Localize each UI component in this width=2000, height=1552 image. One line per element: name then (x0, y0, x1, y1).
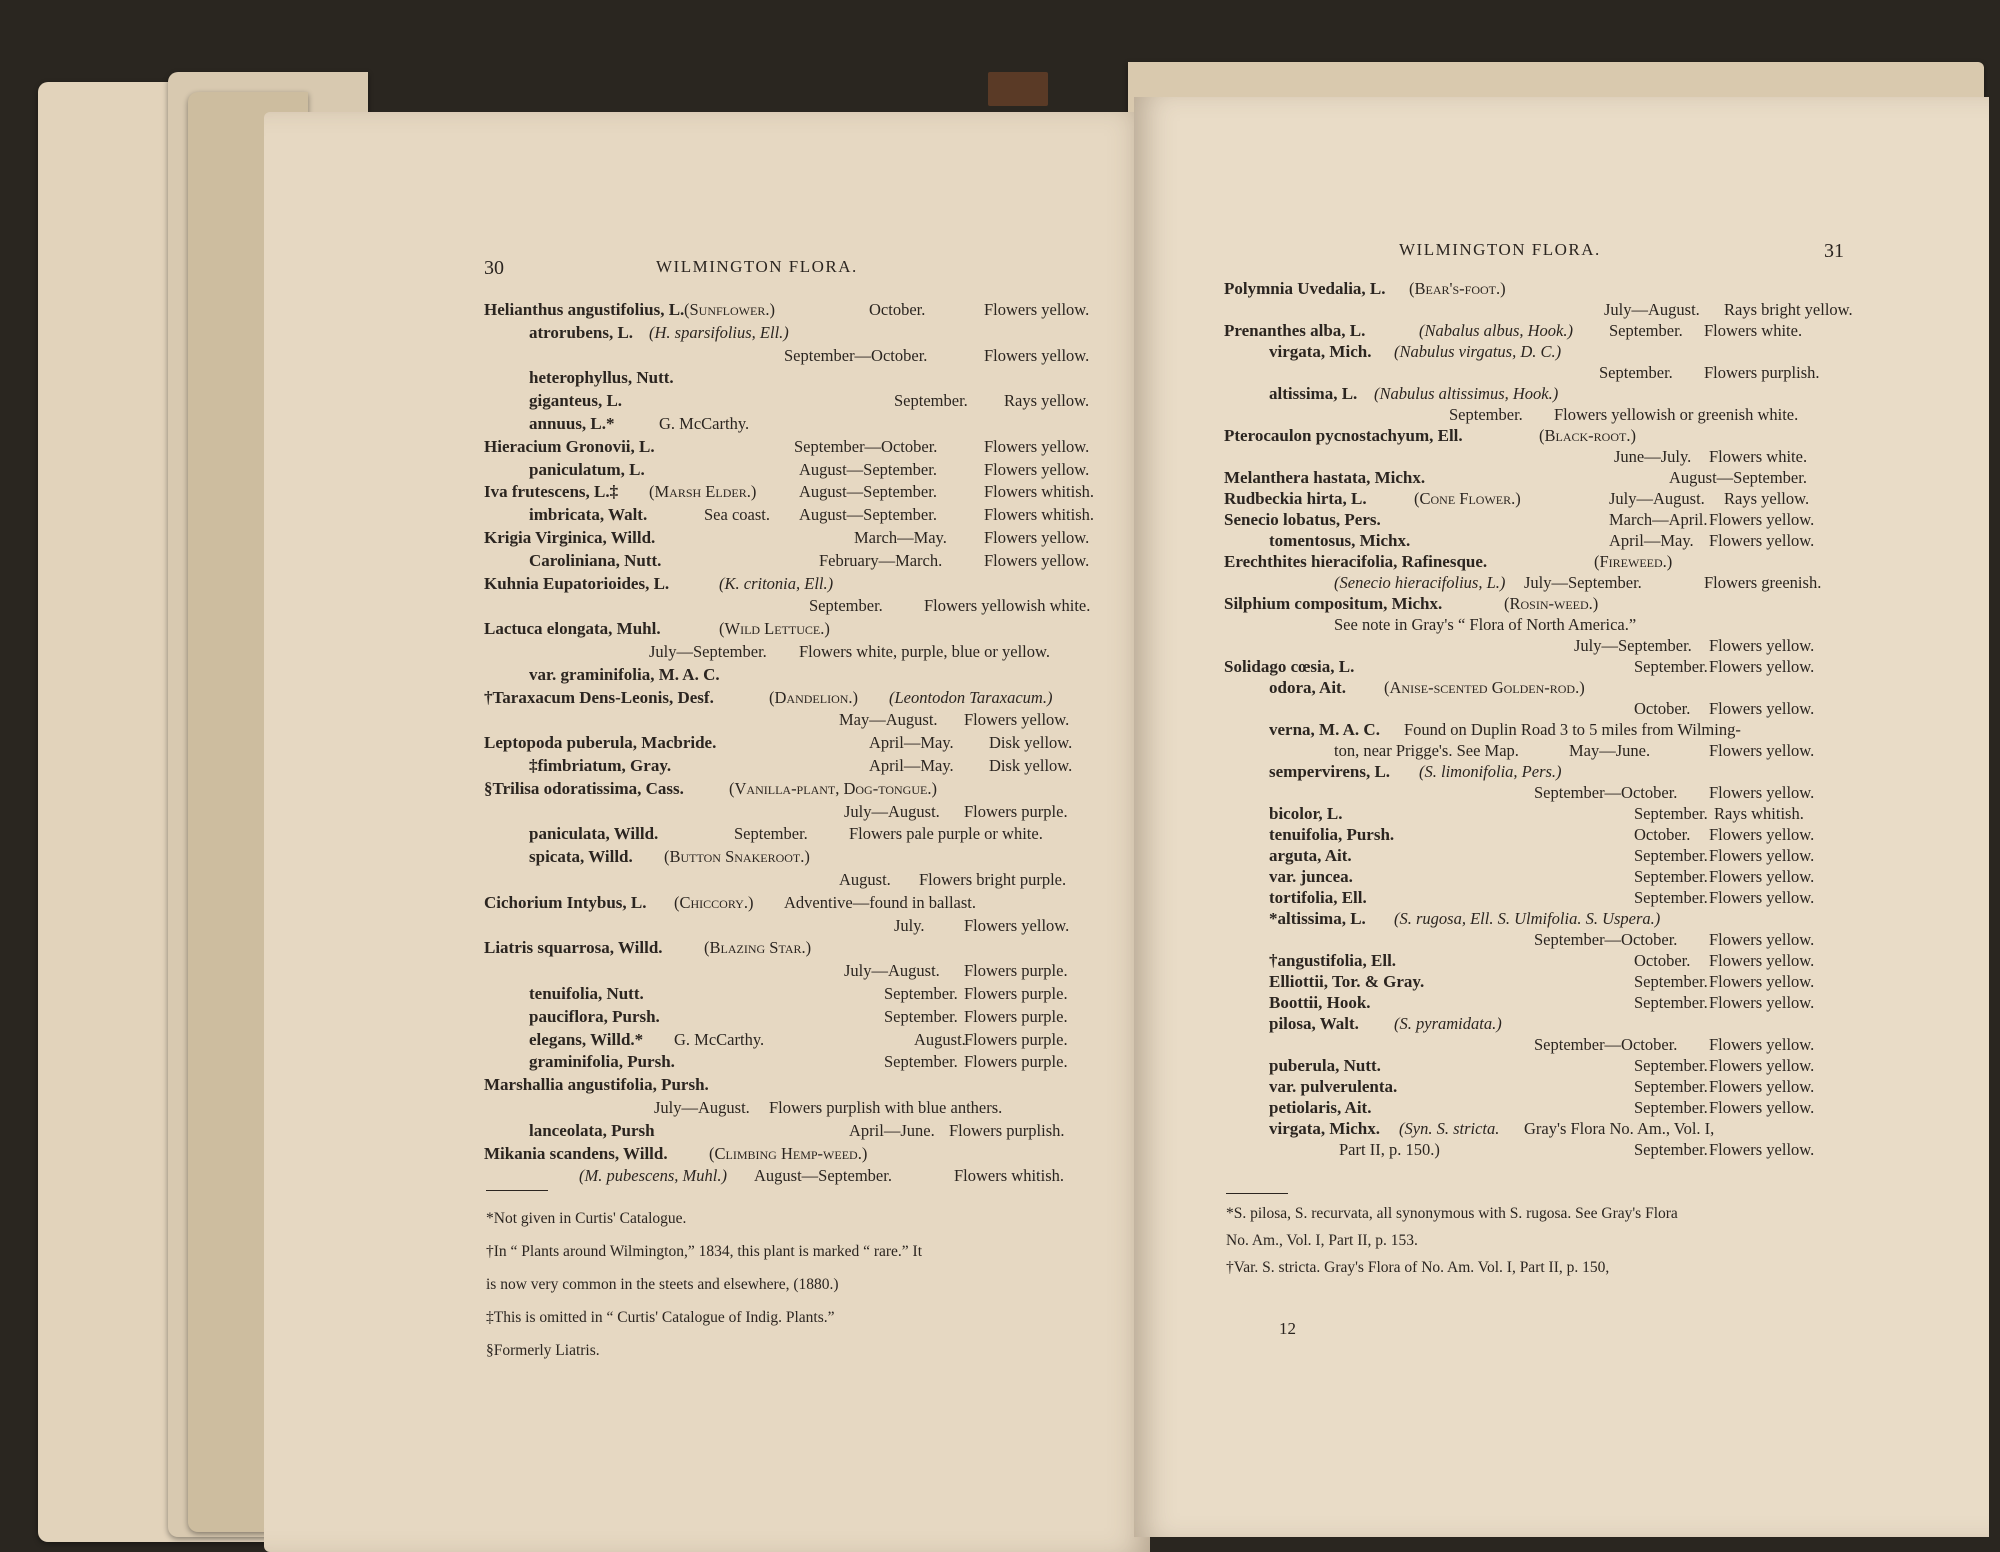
entry-line (484, 847, 1124, 871)
footnote: *S. pilosa, S. recurvata, all synonymous with S. rugosa. See Gray's Flora (1226, 1205, 1678, 1222)
footnote: †In “ Plants around Wilmington,” 1834, this plant is marked “ rare.” It (486, 1243, 923, 1260)
entry-text: Flowers yellow. (1709, 1140, 1815, 1159)
species-name: imbricata, Walt. (529, 505, 648, 525)
entry-text: Flowers yellow. (964, 915, 1070, 935)
entry-text: Flowers purple. (964, 801, 1068, 821)
entry-text: Sea coast. (704, 505, 770, 525)
page-number: 30 (484, 257, 504, 279)
entry-text: (Button Snakeroot.) (664, 847, 810, 867)
species-name: Rudbeckia hirta, L. (1224, 489, 1367, 508)
species-name: Senecio lobatus, Pers. (1224, 510, 1381, 529)
entry-line (484, 505, 1124, 529)
entry-text: September—October. (1534, 930, 1678, 949)
species-name: var. pulverulenta. (1269, 1077, 1398, 1096)
entry-text: Flowers yellow. (1709, 741, 1815, 760)
entry-text: Flowers purplish with blue anthers. (769, 1098, 1003, 1117)
entry-text: (Fireweed.) (1594, 552, 1673, 571)
entry-text: (Sunflower.) (684, 300, 775, 319)
entry-text: Flowers yellow. (1709, 930, 1815, 949)
entry-text: (Black-root.) (1539, 426, 1636, 445)
entry-line (484, 824, 1124, 848)
species-name: annuus, L.* (529, 414, 615, 433)
footnote: ‡This is omitted in “ Curtis' Catalogue of Indig. Plants.” (486, 1309, 835, 1326)
species-name: altissima, L. (1269, 384, 1358, 403)
entry-text: Flowers yellow. (984, 300, 1090, 319)
species-name: Polymnia Uvedalia, L. (1224, 279, 1386, 298)
entry-text: Flowers yellow. (964, 710, 1070, 730)
footnote: §Formerly Liatris. (486, 1342, 600, 1359)
species-name: Erechthites hieracifolia, Rafinesque. (1224, 552, 1488, 571)
entry-text: October. (869, 300, 926, 319)
entry-text: July—September. (1524, 573, 1642, 592)
species-name: petiolaris, Ait. (1269, 1098, 1372, 1117)
species-name: Marshallia angustifolia, Pursh. (484, 1075, 709, 1095)
entry-line (484, 916, 1124, 940)
entry-text: September. (894, 391, 968, 411)
species-name: graminifolia, Pursh. (529, 1052, 675, 1072)
footnote: is now very common in the steets and elsewhere, (1880.) (486, 1276, 839, 1293)
entry-line (484, 414, 1124, 438)
running-head: WILMINGTON FLORA. (656, 257, 858, 276)
footnote-rule (486, 1190, 548, 1191)
open-book (28, 42, 1968, 1517)
species-name: var. graminifolia, M. A. C. (529, 664, 720, 684)
entry-text: Flowers yellow. (1709, 993, 1815, 1012)
entry-text: September—October. (794, 436, 938, 456)
entry-line (484, 938, 1124, 962)
species-name: Melanthera hastata, Michx. (1224, 468, 1426, 487)
entry-line (484, 779, 1124, 803)
entry-line (484, 391, 1124, 415)
page-number: 31 (1824, 240, 1844, 262)
entry-line (484, 1121, 1124, 1145)
species-name: Iva frutescens, L.‡ (484, 482, 619, 502)
entry-text: Found on Duplin Road 3 to 5 miles from Wilming- (1404, 720, 1741, 739)
entry-text: May—June. (1569, 741, 1651, 760)
species-name: atrorubens, L. (529, 322, 634, 342)
entry-line (484, 961, 1124, 985)
entry-text: Flowers yellow. (1709, 783, 1815, 802)
species-name: Helianthus angustifolius, L. (484, 300, 685, 319)
entry-text: Flowers purple. (964, 984, 1068, 1003)
entry-text: Flowers yellow. (1709, 1056, 1815, 1075)
entry-line (484, 688, 1124, 712)
entry-line (484, 1144, 1124, 1168)
species-name: Lactuca elongata, Muhl. (484, 619, 661, 639)
footnotes (486, 1210, 1126, 1390)
entry-text: September—October. (1534, 1035, 1678, 1054)
entry-text: Rays yellow. (1004, 391, 1090, 411)
entry-line (484, 1098, 1124, 1122)
entry-text: September—October. (1534, 783, 1678, 802)
species-name: spicata, Willd. (529, 847, 633, 867)
entry-text: Flowers yellowish white. (924, 596, 1091, 616)
entry-text: Flowers white. (1704, 321, 1803, 340)
entry-text: Flowers yellow. (1709, 636, 1815, 655)
entry-text: Disk yellow. (989, 756, 1073, 775)
entry-text: Gray's Flora No. Am., Vol. I, (1524, 1119, 1715, 1138)
entry-text: September. (1634, 1056, 1708, 1075)
entry-text: August—September. (799, 482, 937, 502)
species-name: tenuifolia, Nutt. (529, 984, 644, 1003)
left-page (264, 112, 1150, 1552)
entry-text: April—May. (869, 756, 954, 775)
footnote: *Not given in Curtis' Catalogue. (486, 1210, 687, 1227)
entry-text: Flowers yellow. (984, 345, 1090, 365)
entry-text: Part II, p. 150.) (1339, 1140, 1440, 1159)
entry-text: Flowers whitish. (984, 482, 1095, 502)
species-name: †angustifolia, Ell. (1269, 951, 1397, 970)
entry-text: Flowers yellowish or greenish white. (1554, 405, 1799, 424)
species-name: Elliottii, Tor. & Gray. (1269, 972, 1425, 991)
entry-text: September. (734, 824, 808, 844)
entry-text: (Wild Lettuce.) (719, 619, 830, 639)
entry-text: Flowers whitish. (954, 1166, 1065, 1186)
entry-text: Adventive—found in ballast. (784, 892, 977, 912)
entry-text: (Nabalus albus, Hook.) (1419, 321, 1573, 340)
entry-text: Flowers yellow. (1709, 846, 1815, 865)
species-name: puberula, Nutt. (1269, 1056, 1381, 1075)
entry-line (484, 642, 1124, 666)
entry-line (484, 1166, 1124, 1190)
species-name: pauciflora, Pursh. (529, 1006, 660, 1026)
entry-line (484, 665, 1124, 689)
entry-line (484, 1007, 1124, 1031)
entry-text: September. (809, 596, 883, 616)
bookmark-ribbon (988, 72, 1048, 106)
entry-text: Flowers purplish. (949, 1120, 1065, 1140)
entry-text: September. (1634, 1140, 1708, 1159)
entry-text: (S. rugosa, Ell. S. Ulmifolia. S. Uspera.) (1394, 909, 1661, 928)
entry-text: Flowers yellow. (1709, 951, 1815, 970)
footnote: No. Am., Vol. I, Part II, p. 153. (1226, 1232, 1418, 1249)
entry-text: Flowers yellow. (1709, 531, 1815, 550)
entry-text: July—August. (1609, 489, 1705, 508)
entry-text: Flowers yellow. (1709, 867, 1815, 886)
running-head: WILMINGTON FLORA. (1399, 240, 1601, 259)
entry-line (484, 300, 1124, 324)
footnote-rule (1226, 1193, 1288, 1194)
entry-line (484, 984, 1124, 1008)
entry-text: September. (1634, 1098, 1708, 1117)
entry-text: Flowers yellow. (984, 550, 1090, 570)
entry-text: ton, near Prigge's. See Map. (1334, 741, 1519, 760)
entry-line (484, 733, 1124, 757)
entry-text: (Rosin-weed.) (1504, 594, 1599, 613)
entry-text: April—May. (869, 733, 954, 753)
entry-text: July—August. (654, 1098, 750, 1117)
entry-text: (S. pyramidata.) (1394, 1014, 1502, 1033)
entry-text: July—September. (1574, 636, 1692, 655)
species-name: *altissima, L. (1269, 909, 1366, 928)
entry-line (484, 346, 1124, 370)
species-name: bicolor, L. (1269, 804, 1343, 823)
entry-line (484, 528, 1124, 552)
species-name: †Taraxacum Dens-Leonis, Desf. (484, 687, 714, 707)
entry-text: (Vanilla-plant, Dog-tongue.) (729, 778, 937, 798)
species-name: paniculatum, L. (529, 459, 645, 479)
entry-text: Flowers pale purple or white. (849, 824, 1043, 844)
entry-text: Flowers purple. (964, 1029, 1068, 1049)
entry-text: (S. limonifolia, Pers.) (1419, 762, 1562, 781)
entry-text: September. (1634, 657, 1708, 676)
entry-text: Flowers purple. (964, 1006, 1068, 1026)
entry-text: September. (1634, 993, 1708, 1012)
species-name: tomentosus, Michx. (1269, 531, 1411, 550)
entry-text: March—April. (1609, 510, 1708, 529)
entry-text: Flowers whitish. (984, 505, 1095, 525)
species-name: ‡fimbriatum, Gray. (529, 756, 672, 775)
footnote: †Var. S. stricta. Gray's Flora of No. Am. Vol. I, Part II, p. 150, (1226, 1259, 1610, 1276)
species-name: §Trilisa odoratissima, Cass. (484, 778, 684, 798)
species-name: Boottii, Hook. (1269, 993, 1371, 1012)
entry-text: September. (1634, 846, 1708, 865)
entry-text: Flowers yellow. (1709, 972, 1815, 991)
entry-text: October. (1634, 699, 1691, 718)
species-name: Liatris squarrosa, Willd. (484, 938, 663, 958)
entry-text: September. (1634, 888, 1708, 907)
entry-text: Flowers yellow. (984, 436, 1090, 456)
species-name: Prenanthes alba, L. (1224, 321, 1366, 340)
entry-line (484, 551, 1124, 575)
entry-text: (Climbing Hemp-weed.) (709, 1143, 868, 1163)
species-name: var. juncea. (1269, 867, 1353, 886)
entry-line (484, 1052, 1124, 1076)
entry-text: (Marsh Elder.) (649, 482, 757, 502)
entry-text: Flowers purplish. (1704, 363, 1820, 382)
entry-text: August. (914, 1029, 966, 1049)
entry-text: (H. sparsifolius, Ell.) (649, 322, 789, 342)
entry-line (484, 710, 1124, 734)
entry-text: June—July. (1614, 447, 1692, 466)
entry-text: Flowers white. (1709, 447, 1808, 466)
entry-text: Flowers yellow. (1709, 888, 1815, 907)
entry-text: August—September. (1669, 468, 1807, 487)
entry-text: Flowers yellow. (1709, 1035, 1815, 1054)
entry-text: September. (884, 1052, 958, 1072)
entry-text: October. (1634, 951, 1691, 970)
entry-text: (Leontodon Taraxacum.) (889, 687, 1053, 707)
entry-line (484, 1030, 1124, 1054)
entry-text: (Senecio hieracifolius, L.) (1334, 573, 1506, 592)
entry-text: (Anise-scented Golden-rod.) (1384, 678, 1585, 697)
signature-mark: 12 (1279, 1319, 1296, 1338)
species-name: elegans, Willd.* (529, 1029, 644, 1049)
species-name: arguta, Ait. (1269, 846, 1352, 865)
entry-text: (Bear's-foot.) (1409, 279, 1506, 298)
species-name: tenuifolia, Pursh. (1269, 825, 1395, 844)
entry-text: Rays whitish. (1714, 804, 1804, 823)
entry-line (484, 460, 1124, 484)
right-page (1134, 97, 1989, 1537)
entry-text: September. (884, 1006, 958, 1026)
species-name: Silphium compositum, Michx. (1224, 594, 1443, 613)
entry-text: Rays yellow. (1724, 489, 1810, 508)
entry-text: Flowers yellow. (1709, 825, 1815, 844)
entry-line (484, 437, 1124, 461)
entry-text: G. McCarthy. (659, 414, 750, 433)
entry-text: September—October. (784, 345, 928, 365)
entry-text: Flowers bright purple. (919, 870, 1067, 889)
entry-text: April—June. (849, 1120, 935, 1140)
entry-text: September. (1634, 804, 1708, 823)
entry-line (484, 596, 1124, 620)
species-name: Caroliniana, Nutt. (529, 550, 662, 570)
species-name: virgata, Mich. (1269, 342, 1372, 361)
species-name: Solidago cœsia, L. (1224, 657, 1355, 676)
species-name: verna, M. A. C. (1269, 720, 1380, 739)
entry-text: July—September. (649, 642, 767, 661)
entry-text: April—May. (1609, 531, 1694, 550)
entry-text: July—August. (844, 961, 940, 981)
entry-text: (Blazing Star.) (704, 938, 812, 958)
entry-line (484, 1075, 1124, 1099)
entries (484, 300, 1124, 1260)
entry-text: (Dandelion.) (769, 687, 859, 707)
entry-text: May—August. (839, 710, 938, 730)
entry-line (484, 802, 1124, 826)
entry-line (484, 368, 1124, 392)
entry-line (484, 619, 1124, 643)
species-name: paniculata, Willd. (529, 824, 659, 844)
entry-text: February—March. (819, 550, 943, 570)
entry-text: Flowers yellow. (1709, 1077, 1815, 1096)
entry-text: (Nabulus altissimus, Hook.) (1374, 384, 1559, 403)
entry-text: (Syn. S. stricta. (1399, 1119, 1500, 1138)
species-name: tortifolia, Ell. (1269, 888, 1367, 907)
entry-text: (Nabulus virgatus, D. C.) (1394, 342, 1562, 361)
species-name: Mikania scandens, Willd. (484, 1143, 668, 1163)
species-name: Pterocaulon pycnostachyum, Ell. (1224, 426, 1463, 445)
species-name: Cichorium Intybus, L. (484, 892, 647, 912)
entry-text: September. (884, 984, 958, 1003)
entry-line (484, 574, 1124, 598)
entry-text: September. (1609, 321, 1683, 340)
species-name: sempervirens, L. (1269, 762, 1391, 781)
entry-text: August. (839, 870, 891, 889)
footnotes (1226, 1205, 1866, 1325)
entry-text: July—August. (1604, 300, 1700, 319)
entry-text: Flowers yellow. (1709, 510, 1815, 529)
entry-text: Flowers yellow. (984, 459, 1090, 479)
species-name: Hieracium Gronovii, L. (484, 436, 655, 456)
entry-text: October. (1634, 825, 1691, 844)
entry-text: Rays bright yellow. (1724, 300, 1853, 319)
species-name: pilosa, Walt. (1269, 1014, 1359, 1033)
entry-text: September. (1599, 363, 1673, 382)
entry-text: March—May. (854, 528, 947, 547)
entry-text: Flowers yellow. (984, 528, 1090, 547)
species-name: Leptopoda puberula, Macbride. (484, 733, 717, 753)
entry-text: July—August. (844, 801, 940, 821)
species-name: virgata, Michx. (1269, 1119, 1380, 1138)
entry-text: (M. pubescens, Muhl.) (579, 1166, 728, 1186)
entry-line (484, 482, 1124, 506)
species-name: lanceolata, Pursh (529, 1120, 655, 1140)
entry-line (484, 893, 1124, 917)
entry-text: (Cone Flower.) (1414, 489, 1521, 508)
entry-text: G. McCarthy. (674, 1029, 765, 1049)
entry-text: August—September. (799, 505, 937, 525)
species-name: Kuhnia Eupatorioides, L. (484, 573, 670, 593)
entry-text: Flowers yellow. (1709, 1098, 1815, 1117)
entry-text: September. (1634, 1077, 1708, 1096)
entry-text: Flowers greenish. (1704, 573, 1822, 592)
species-name: giganteus, L. (529, 391, 623, 411)
entry-text: September. (1449, 405, 1523, 424)
entry-text: September. (1634, 867, 1708, 886)
entry-text: Flowers purple. (964, 961, 1068, 981)
entry-line (484, 870, 1124, 894)
species-name: odora, Ait. (1269, 678, 1346, 697)
entry-text: Flowers yellow. (1709, 699, 1815, 718)
entry-text: August—September. (799, 459, 937, 479)
entry-text: September. (1634, 972, 1708, 991)
species-name: Krigia Virginica, Willd. (484, 528, 656, 547)
entry-text: July. (894, 915, 925, 935)
entry-text: August—September. (754, 1166, 892, 1186)
entry-text: Flowers yellow. (1709, 657, 1815, 676)
entries (1224, 279, 1864, 1239)
entry-line (1224, 1140, 1864, 1164)
entry-text: (K. critonia, Ell.) (719, 573, 834, 593)
entry-text: See note in Gray's “ Flora of North America.” (1334, 615, 1637, 634)
entry-text: Flowers white, purple, blue or yellow. (799, 642, 1050, 661)
entry-text: Flowers purple. (964, 1052, 1068, 1072)
species-name: heterophyllus, Nutt. (529, 368, 674, 388)
entry-line (484, 756, 1124, 780)
entry-line (484, 323, 1124, 347)
entry-text: Disk yellow. (989, 733, 1073, 753)
entry-text: (Chiccory.) (674, 892, 754, 912)
